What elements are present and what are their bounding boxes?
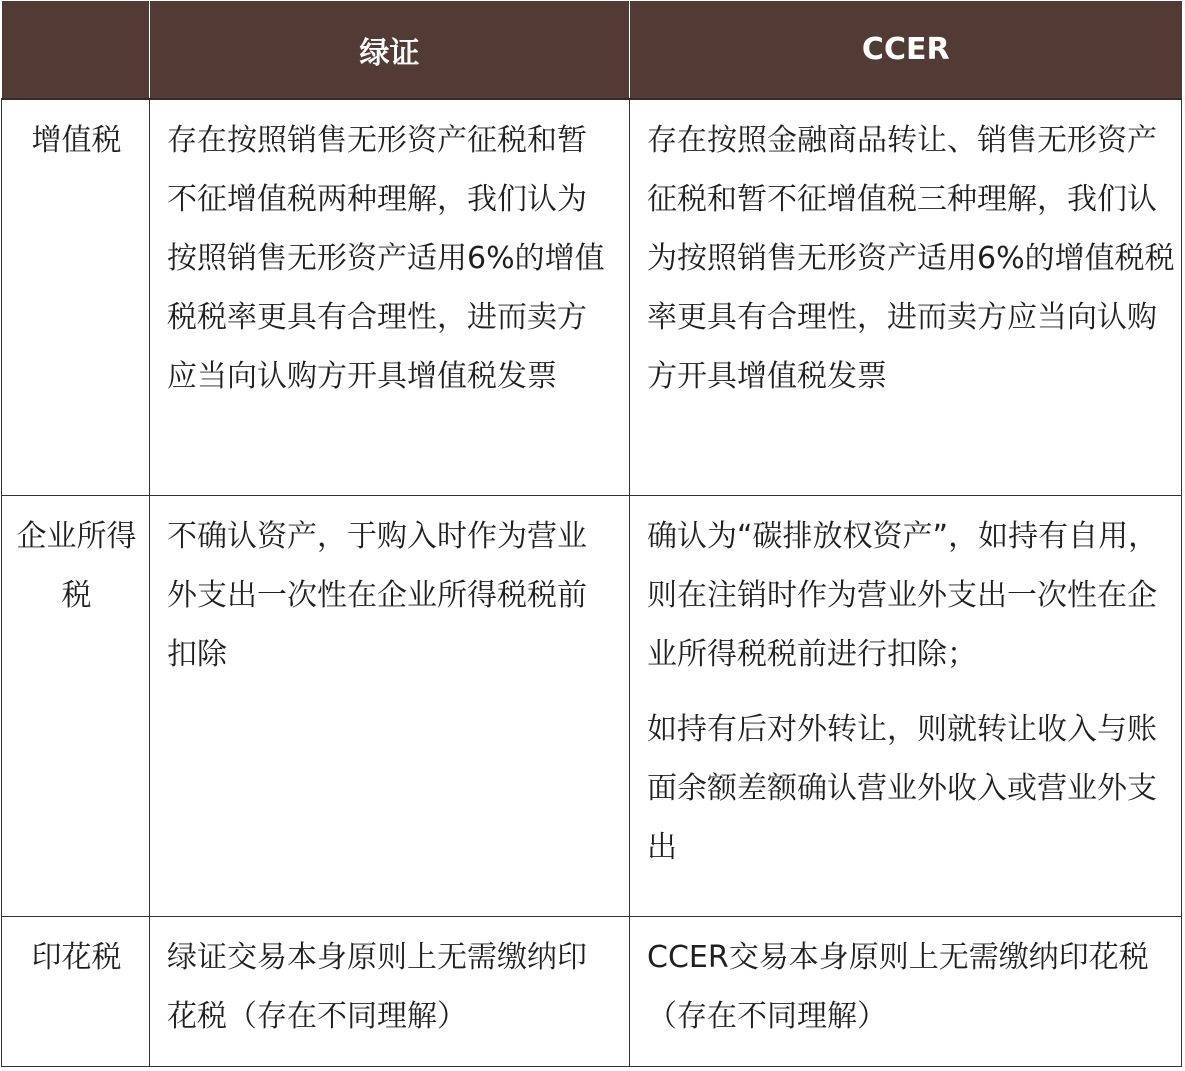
header-ccer: CCER [630, 1, 1182, 99]
table-row-vat [2, 99, 1182, 496]
cit-ccer-paragraph-transfer: 如持有后对外转让，则就转让收入与账面余额差额确认营业外收入或营业外支出 [647, 712, 1157, 866]
row-label-stamp-duty: 印花税 [2, 916, 150, 1066]
row-label-vat: 增值税 [2, 99, 150, 496]
row-label-corporate-income-tax: 企业所得税 [2, 496, 150, 917]
cell-stamp-green-certificate: 绿证交易本身原则上无需缴纳印花税（存在不同理解） [150, 916, 630, 1066]
cell-vat-green-certificate: 存在按照销售无形资产征税和暂不征增值税两种理解，我们认为按照销售无形资产适用6%的增值税税率更具有合理性，进而卖方应当向认购方开具增值税发票 [150, 99, 630, 496]
cell-stamp-ccer: CCER交易本身原则上无需缴纳印花税（存在不同理解） [630, 916, 1182, 1066]
tax-comparison-table [1, 1, 1182, 1067]
cit-ccer-paragraph-self-use: 确认为“碳排放权资产”，如持有自用，则在注销时作为营业外支出一次性在企业所得税税前进行扣除； [647, 519, 1159, 673]
table-header-row [2, 1, 1182, 99]
table-row-stamp-duty [2, 916, 1182, 1066]
header-green-certificate: 绿证 [150, 1, 630, 99]
cell-cit-ccer [630, 496, 1182, 917]
table-row-corporate-income-tax [2, 496, 1182, 917]
header-tax-type [2, 1, 150, 99]
cell-vat-ccer: 存在按照金融商品转让、销售无形资产征税和暂不征增值税三种理解，我们认为按照销售无形资产适用6%的增值税税率更具有合理性，进而卖方应当向认购方开具增值税发票 [630, 99, 1182, 496]
cell-cit-green-certificate: 不确认资产，于购入时作为营业外支出一次性在企业所得税税前扣除 [150, 496, 630, 917]
